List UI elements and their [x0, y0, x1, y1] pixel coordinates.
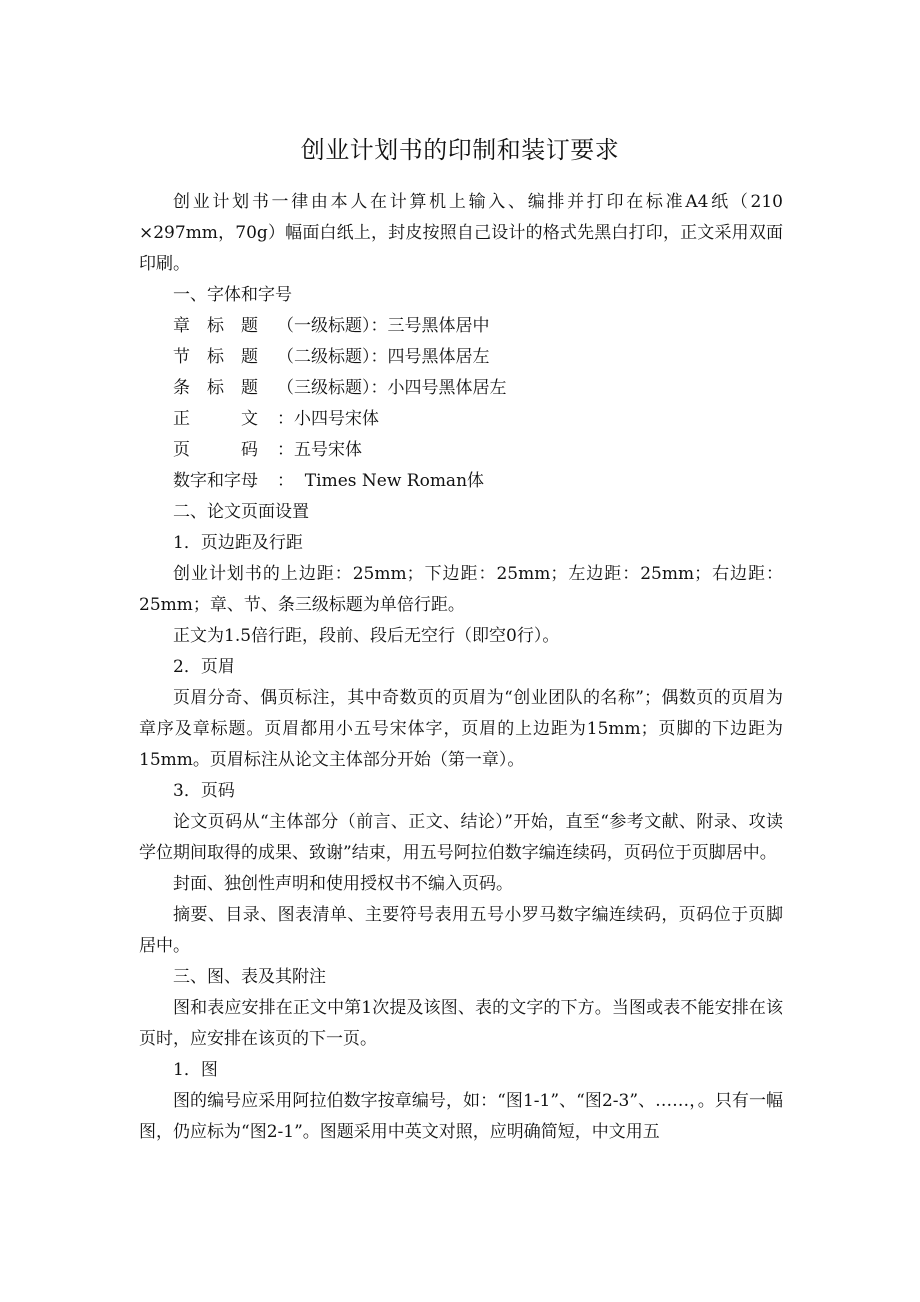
section-heading: 一、字体和字号	[173, 285, 292, 305]
section-heading: 三、图、表及其附注	[173, 967, 326, 987]
spec-row	[139, 435, 783, 466]
paragraph: 摘要、目录、图表清单、主要符号表用五号小罗马数字编连续码，页码位于页脚居中。	[139, 905, 783, 956]
paragraph: 正文为1.5倍行距，段前、段后无空行（即空0行）。	[173, 626, 560, 646]
intro-paragraph: 创业计划书一律由本人在计算机上输入、编排并打印在标准A4纸（210 ×297mm，70g）幅面白纸上，封皮按照自己设计的格式先黑白打印，正文采用双面印刷。	[139, 192, 783, 274]
spec-key: 正 文	[173, 409, 258, 429]
spec-value: ：小四号宋体	[277, 409, 379, 429]
spec-row	[139, 404, 783, 435]
spec-key: 节 标 题	[173, 347, 258, 367]
paragraph: 图和表应安排在正文中第1次提及该图、表的文字的下方。当图或表不能安排在该页时，应安排在该页的下一页。	[139, 998, 783, 1049]
subsection-heading: 1．图	[173, 1060, 218, 1080]
section-heading: 二、论文页面设置	[173, 502, 309, 522]
spec-value: （三级标题）：小四号黑体居左	[277, 378, 507, 398]
spec-row	[139, 466, 783, 497]
spec-value: （二级标题）：四号黑体居左	[277, 347, 490, 367]
spec-key: 数字和字母	[173, 471, 258, 491]
spec-row	[139, 342, 783, 373]
subsection-heading: 3．页码	[173, 781, 235, 801]
paragraph: 图的编号应采用阿拉伯数字按章编号，如：“图1-1”、“图2-3”、……，。只有一幅图，仍应标为“图2-1”。图题采用中英文对照，应明确简短，中文用五	[139, 1091, 783, 1142]
spec-row	[139, 311, 783, 342]
spec-value: （一级标题）：三号黑体居中	[277, 316, 490, 336]
paragraph: 页眉分奇、偶页标注，其中奇数页的页眉为“创业团队的名称”；偶数页的页眉为章序及章标题。页眉都用小五号宋体字，页眉的上边距为15mm；页脚的下边距为15mm。页眉标注从论文主体部分开始（第一章）。	[139, 688, 783, 770]
document-body	[139, 187, 783, 1148]
subsection-heading: 1．页边距及行距	[173, 533, 303, 553]
spec-key: 条 标 题	[173, 378, 258, 398]
subsection-heading: 2．页眉	[173, 657, 235, 677]
spec-value: ：五号宋体	[277, 440, 362, 460]
spec-row	[139, 373, 783, 404]
paragraph: 论文页码从“主体部分（前言、正文、结论）”开始，直至“参考文献、附录、攻读学位期间取得的成果、致谢”结束，用五号阿拉伯数字编连续码，页码位于页脚居中。	[139, 812, 783, 863]
spec-value: ： Times New Roman体	[277, 471, 485, 491]
spec-key: 页 码	[173, 440, 258, 460]
paragraph: 创业计划书的上边距：25mm；下边距：25mm；左边距：25mm；右边距：25mm；章、节、条三级标题为单倍行距。	[139, 564, 783, 615]
spec-key: 章 标 题	[173, 316, 258, 336]
paragraph: 封面、独创性声明和使用授权书不编入页码。	[173, 874, 513, 894]
page-title: 创业计划书的印制和装订要求	[300, 136, 620, 164]
